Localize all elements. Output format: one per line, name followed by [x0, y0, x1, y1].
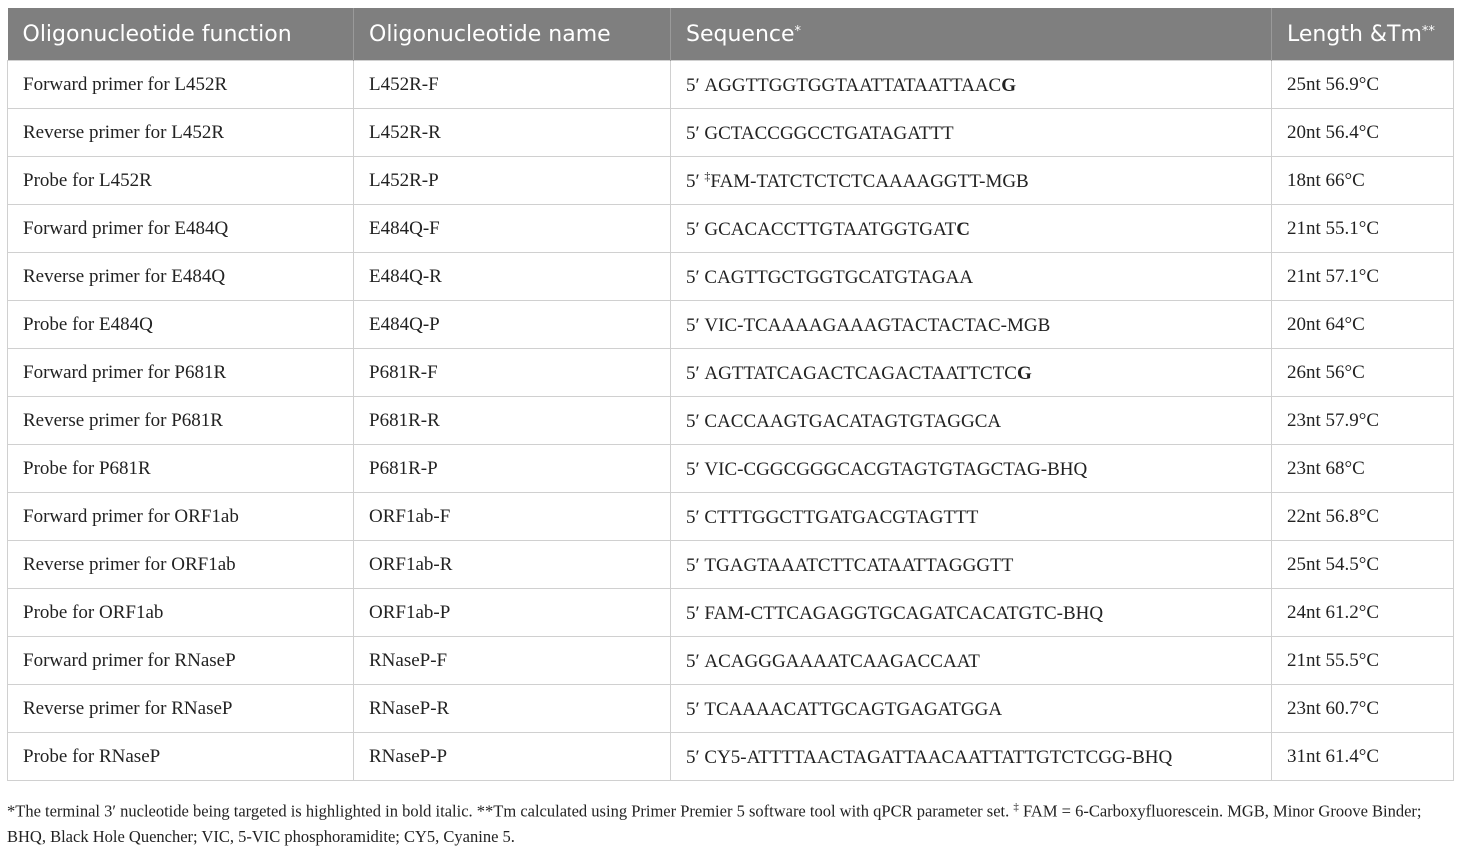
cell-name: ORF1ab-F: [354, 493, 671, 541]
header-length: Length &Tm**: [1272, 8, 1454, 61]
cell-length-tm: 31nt 61.4°C: [1272, 733, 1454, 781]
cell-name: P681R-R: [354, 397, 671, 445]
table-row: [8, 253, 1454, 301]
cell-function: Forward primer for ORF1ab: [8, 493, 354, 541]
cell-sequence: 5′ ACAGGGAAAATCAAGACCAAT: [671, 637, 1272, 685]
cell-name: RNaseP-F: [354, 637, 671, 685]
cell-sequence: 5′ VIC-TCAAAAGAAAGTACTACTAC-MGB: [671, 301, 1272, 349]
cell-sequence: 5′ CY5-ATTTTAACTAGATTAACAATTATTGTCTCGG-BHQ: [671, 733, 1272, 781]
cell-sequence: 5′ CTTTGGCTTGATGACGTAGTTT: [671, 493, 1272, 541]
sequence-superscript: ‡: [704, 168, 711, 183]
cell-length-tm: 25nt 56.9°C: [1272, 61, 1454, 109]
cell-sequence: 5′ FAM-CTTCAGAGGTGCAGATCACATGTC-BHQ: [671, 589, 1272, 637]
table-row: [8, 157, 1454, 205]
cell-sequence: 5′ AGTTATCAGACTCAGACTAATTCTCG: [671, 349, 1272, 397]
cell-name: RNaseP-R: [354, 685, 671, 733]
cell-sequence: 5′ CACCAAGTGACATAGTGTAGGCA: [671, 397, 1272, 445]
table-row: [8, 301, 1454, 349]
cell-name: RNaseP-P: [354, 733, 671, 781]
table-footnote: *The terminal 3′ nucleotide being targeted is highlighted in bold italic. **Tm calculated using Primer Premier 5 software tool with qPCR parameter set. ‡ FAM = 6-Carboxyfluorescein. MGB, Minor Groove Binder; BHQ, Black Hole Quencher; VIC, 5-VIC phosphoramidite; CY5, Cyanine 5.: [7, 801, 1422, 846]
cell-sequence: 5′ GCACACCTTGTAATGGTGATC: [671, 205, 1272, 253]
cell-name: P681R-F: [354, 349, 671, 397]
cell-name: L452R-F: [354, 61, 671, 109]
targeted-nucleotide: G: [1016, 362, 1032, 384]
cell-length-tm: 20nt 64°C: [1272, 301, 1454, 349]
cell-sequence: 5′ VIC-CGGCGGGCACGTAGTGTAGCTAG-BHQ: [671, 445, 1272, 493]
cell-function: Probe for L452R: [8, 157, 354, 205]
cell-function: Reverse primer for ORF1ab: [8, 541, 354, 589]
header-function: Oligonucleotide function: [8, 8, 354, 61]
table-body: [8, 61, 1454, 781]
table-row: [8, 541, 1454, 589]
header-sequence: Sequence*: [671, 8, 1272, 61]
header-sequence-mark: *: [794, 23, 802, 39]
cell-length-tm: 18nt 66°C: [1272, 157, 1454, 205]
cell-sequence: 5′ AGGTTGGTGGTAATTATAATTAACG: [671, 61, 1272, 109]
table-row: [8, 61, 1454, 109]
cell-function: Reverse primer for RNaseP: [8, 685, 354, 733]
table-row: [8, 589, 1454, 637]
table-row: [8, 109, 1454, 157]
targeted-nucleotide: G: [1001, 74, 1017, 96]
table-row: [8, 349, 1454, 397]
table-header-row: [8, 8, 1454, 61]
header-length-mark: **: [1421, 23, 1435, 39]
cell-length-tm: 26nt 56°C: [1272, 349, 1454, 397]
cell-name: L452R-R: [354, 109, 671, 157]
cell-sequence: 5′ GCTACCGGCCTGATAGATTT: [671, 109, 1272, 157]
table-row: [8, 397, 1454, 445]
oligonucleotide-table: [7, 8, 1454, 781]
cell-length-tm: 23nt 57.9°C: [1272, 397, 1454, 445]
cell-sequence: 5′ ‡FAM-TATCTCTCTCAAAAGGTT-MGB: [671, 157, 1272, 205]
cell-name: ORF1ab-P: [354, 589, 671, 637]
cell-function: Reverse primer for E484Q: [8, 253, 354, 301]
cell-length-tm: 20nt 56.4°C: [1272, 109, 1454, 157]
cell-name: E484Q-F: [354, 205, 671, 253]
cell-function: Forward primer for E484Q: [8, 205, 354, 253]
cell-name: E484Q-P: [354, 301, 671, 349]
cell-length-tm: 23nt 60.7°C: [1272, 685, 1454, 733]
cell-name: E484Q-R: [354, 253, 671, 301]
cell-sequence: 5′ TGAGTAAATCTTCATAATTAGGGTT: [671, 541, 1272, 589]
cell-sequence: 5′ TCAAAACATTGCAGTGAGATGGA: [671, 685, 1272, 733]
cell-length-tm: 21nt 57.1°C: [1272, 253, 1454, 301]
cell-function: Forward primer for P681R: [8, 349, 354, 397]
table-row: [8, 205, 1454, 253]
cell-length-tm: 25nt 54.5°C: [1272, 541, 1454, 589]
oligonucleotide-table-container: [7, 8, 1453, 781]
cell-length-tm: 24nt 61.2°C: [1272, 589, 1454, 637]
table-row: [8, 445, 1454, 493]
cell-function: Probe for E484Q: [8, 301, 354, 349]
cell-name: P681R-P: [354, 445, 671, 493]
cell-length-tm: 21nt 55.1°C: [1272, 205, 1454, 253]
cell-function: Reverse primer for L452R: [8, 109, 354, 157]
targeted-nucleotide: C: [956, 218, 970, 240]
cell-function: Probe for P681R: [8, 445, 354, 493]
cell-function: Forward primer for RNaseP: [8, 637, 354, 685]
table-row: [8, 685, 1454, 733]
table-row: [8, 493, 1454, 541]
header-name: Oligonucleotide name: [354, 8, 671, 61]
table-row: [8, 733, 1454, 781]
cell-function: Probe for RNaseP: [8, 733, 354, 781]
cell-length-tm: 23nt 68°C: [1272, 445, 1454, 493]
cell-function: Forward primer for L452R: [8, 61, 354, 109]
footnote-dagger: ‡: [1013, 801, 1019, 813]
cell-name: ORF1ab-R: [354, 541, 671, 589]
table-row: [8, 637, 1454, 685]
cell-name: L452R-P: [354, 157, 671, 205]
cell-sequence: 5′ CAGTTGCTGGTGCATGTAGAA: [671, 253, 1272, 301]
cell-function: Probe for ORF1ab: [8, 589, 354, 637]
cell-function: Reverse primer for P681R: [8, 397, 354, 445]
cell-length-tm: 22nt 56.8°C: [1272, 493, 1454, 541]
cell-length-tm: 21nt 55.5°C: [1272, 637, 1454, 685]
